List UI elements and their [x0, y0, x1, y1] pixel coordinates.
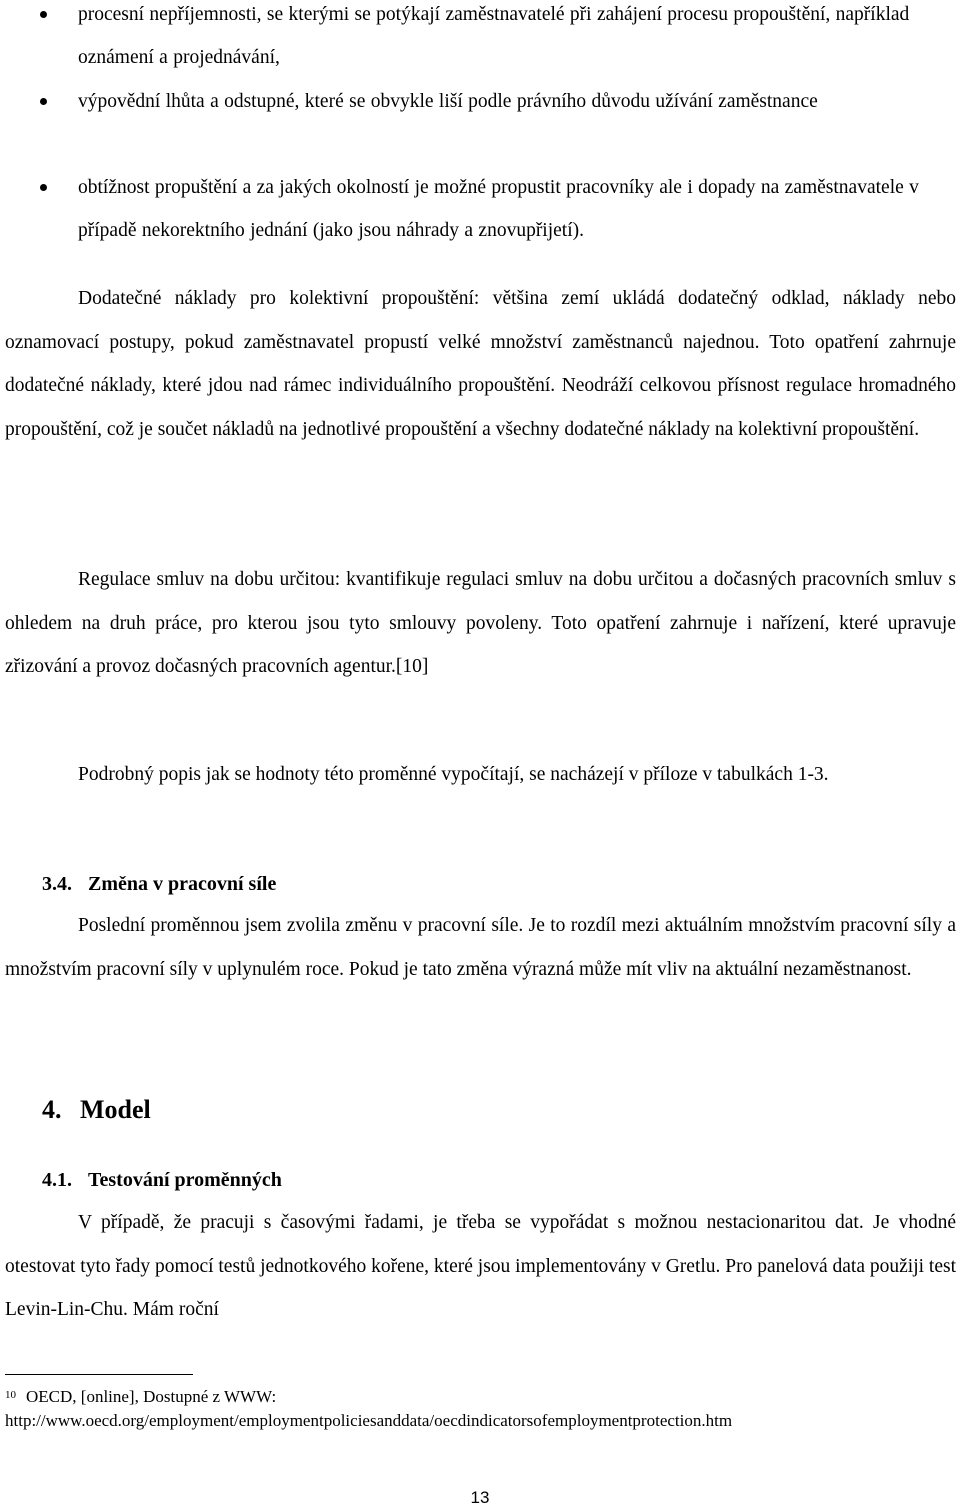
section-heading-4-1 [42, 1167, 282, 1193]
chapter-heading-4 [42, 1094, 151, 1126]
heading-title: Model [80, 1095, 151, 1124]
heading-number: 4.1. [42, 1169, 72, 1191]
page-number: 13 [470, 1488, 490, 1507]
bullet-icon [40, 184, 47, 191]
bullet-icon [40, 11, 47, 18]
footnote [5, 1386, 955, 1432]
paragraph-labor-force-change: Poslední proměnnou jsem zvolila změnu v pracovní síle. Je to rozdíl mezi aktuálním množstvím pracovní síly a množstvím pracovní síly v uplynulém roce. Pokud je tato změna výrazná může mít vliv na aktuální nezaměstnanost. [5, 915, 956, 980]
list-item-text: procesní nepříjemnosti, se kterými se potýkají zaměstnavatelé při zahájení procesu propouštění, například oznámení a projednávání, [78, 4, 910, 68]
heading-number: 4. [42, 1095, 62, 1124]
footnote-separator [5, 1374, 193, 1375]
footnote-url-link[interactable]: http://www.oecd.org/employment/employmentpoliciesanddata/oecdindicatorsofemploymentprotection.htm [5, 1411, 733, 1430]
paragraph-detail-note: Podrobný popis jak se hodnoty této proměnné vypočítají, se nacházejí v příloze v tabulkách 1-3. [78, 764, 829, 785]
section-heading-3-4 [42, 871, 276, 897]
heading-title: Testování proměnných [88, 1169, 282, 1191]
paragraph-temporary-contracts: Regulace smluv na dobu určitou: kvantifikuje regulaci smluv na dobu určitou a dočasných pracovních smluv s ohledem na druh práce, pro kterou jsou tyto smlouvy povoleny. Toto opatření zahrnuje i nařízení, které upravuje zřizování a provoz dočasných pracovních agentur.[10] [5, 569, 956, 677]
heading-number: 3.4. [42, 873, 72, 895]
paragraph-testing-variables: V případě, že pracuji s časovými řadami, je třeba se vypořádat s možnou nestacionaritou dat. Je vhodné otestovat tyto řady pomocí testů jednotkového kořene, které jsou implementovány v Gretlu. Pro panelová data použiji test Levin-Lin-Chu. Mám roční [5, 1212, 956, 1320]
bullet-icon [40, 98, 47, 105]
heading-title: Změna v pracovní síle [88, 873, 277, 895]
paragraph-collective-dismissal: Dodatečné náklady pro kolektivní propouštění: většina zemí ukládá dodatečný odklad, náklady nebo oznamovací postupy, pokud zaměstnavatel propustí velké množství zaměstnanců najednou. Toto opatření zahrnuje dodatečné náklady, které jdou nad rámec individuálního propouštění. Neodráží celkovou přísnost regulace hromadného propouštění, což je součet nákladů na jednotlivé propouštění a všechny dodatečné náklady na kolektivní propouštění. [5, 288, 956, 440]
footnote-text: OECD, [online], Dostupné z WWW: [26, 1387, 277, 1406]
list-item-text: výpovědní lhůta a odstupné, které se obvykle liší podle právního důvodu užívání zaměstnance [78, 91, 818, 112]
list-item-text: obtížnost propuštění a za jakých okolností je možné propustit pracovníky ale i dopady na zaměstnavatele v případě nekorektního jednání (jako jsou náhrady a znovupřijetí). [78, 177, 919, 241]
footnote-number: 10 [5, 1389, 16, 1401]
